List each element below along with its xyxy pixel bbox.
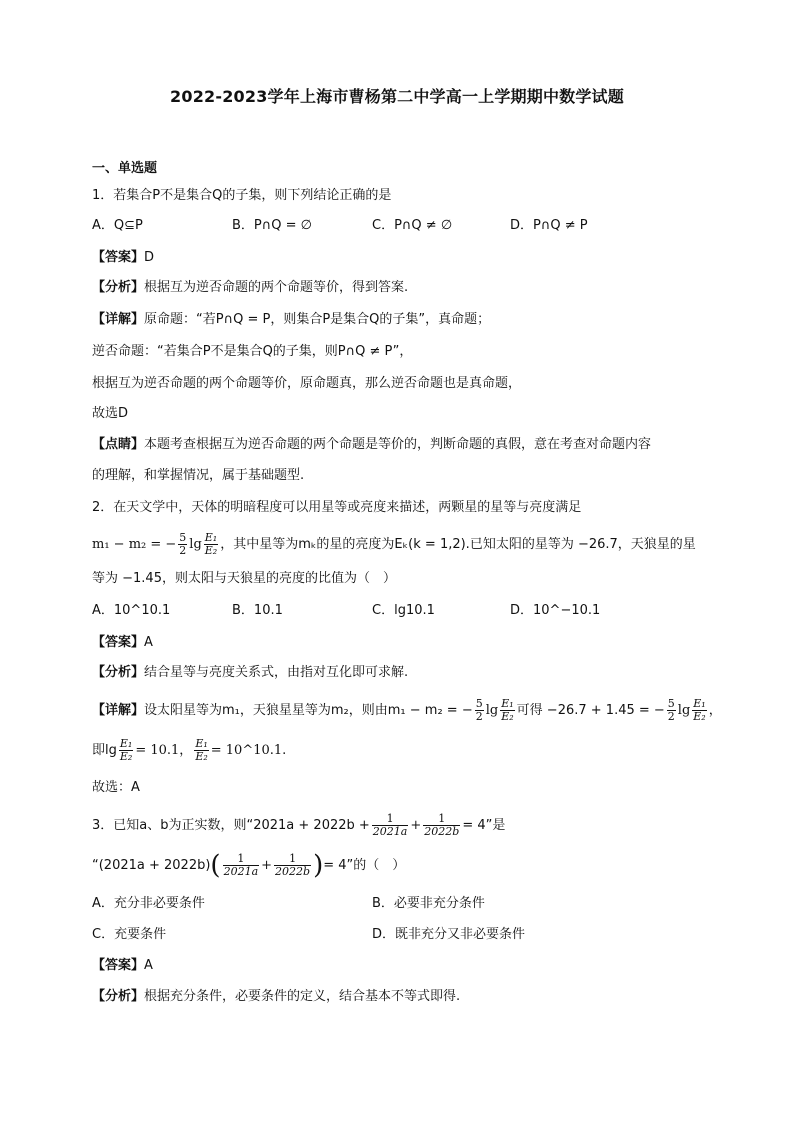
q3-stem-line2 [92,850,405,882]
analysis-tag: 【分析】 [92,280,145,295]
fraction-e1-e2 [194,738,208,763]
right-paren: ) [313,850,324,881]
stem-line2: ，其中星等为mₖ的星的亮度为Eₖ(k = 1,2).已知太阳的星等为 −26.7，天狼星的星 [220,537,696,552]
answer-tag: 【答案】 [92,958,145,973]
q3-answer [92,957,153,975]
detail-tag: 【详解】 [92,312,145,327]
frac-den: 2022b [275,865,311,878]
frac-num: E₁ [119,737,133,750]
q1-option-b: B．P∩Q = ∅ [232,218,312,233]
q2-analysis [92,664,408,682]
q2-detail-line2 [92,736,286,766]
q1-option-a: A．Q⊆P [92,218,143,233]
q2-detail-line3: 故选：A [92,780,140,795]
fraction-e1-e2 [692,698,706,723]
q1-stem: 1．若集合P不是集合Q的子集，则下列结论正确的是 [92,188,392,203]
detail-end: ， [708,703,722,718]
analysis-text: 根据互为逆否命题的两个命题等价，得到答案. [144,280,409,295]
q3-option-c: C．充要条件 [92,927,167,942]
frac-den: 2022b [424,825,460,838]
frac-den: E₂ [195,750,208,763]
q2-answer [92,634,153,652]
q1-answer [92,249,154,267]
fraction-1-2021a [372,813,409,838]
detail-text-b: 可得 −26.7 + 1.45 = − [516,703,665,718]
q1-detail-line3: 根据互为逆否命题的两个命题等价，原命题真，那么逆否命题也是真命题， [92,376,522,391]
q1-comment-line2: 的理解，和掌握情况，属于基础题型. [92,468,305,483]
stem-b: = 4”是 [462,818,506,833]
page-title: 2022-2023学年上海市曹杨第二中学高一上学期期中数学试题 [170,87,624,106]
fraction-1-2022b [423,813,460,838]
q1-comment [92,436,651,454]
frac-num: E₁ [204,531,218,544]
stem2-b: = 4”的（ ） [323,858,406,873]
frac-num: 5 [475,697,483,710]
frac-num: 1 [372,813,409,826]
frac-num: E₁ [501,697,514,710]
frac-num: 1 [223,853,260,866]
q2-stem: 2．在天文学中，天体的明暗程度可以用星等或亮度来描述，两颗星的星等与亮度满足 [92,500,582,515]
q1-detail-line4: 故选D [92,406,129,421]
analysis-text: 根据充分条件，必要条件的定义，结合基本不等式即得. [144,989,461,1004]
lg: lg [677,703,691,718]
q3-analysis [92,988,460,1006]
frac-den: E₂ [693,710,706,723]
q1-analysis [92,279,408,297]
comment-tag: 【点睛】 [92,437,145,452]
lg: lg [189,537,202,552]
q1-detail [92,311,490,329]
answer-value: A [144,635,153,650]
frac-num: 5 [667,697,675,710]
frac-den: 2 [179,544,187,557]
plus: + [410,818,422,833]
analysis-text: 结合星等与亮度关系式，由指对互化即可求解. [144,665,409,680]
fraction-e1-e2 [204,532,218,557]
frac-den: 2021a [372,825,408,838]
fraction-1-2021a [223,853,260,878]
line2-c: = 10^10.1. [210,743,287,758]
answer-tag: 【答案】 [92,635,145,650]
detail-text: 原命题：“若P∩Q = P，则集合P是集合Q的子集”，真命题； [144,312,491,327]
fraction-1-2022b [274,853,311,878]
stem-a: 3．已知a、b为正实数，则“2021a + 2022b + [92,818,370,833]
q2-detail [92,696,722,726]
detail-text-a: 设太阳星等为m₁，天狼星星等为m₂，则由m₁ − m₂ = − [144,703,473,718]
q1-option-d: D．P∩Q ≠ P [510,218,588,233]
lg: lg [485,703,499,718]
q2-stem-formula-line [92,530,696,560]
line2-b: = 10.1， [135,743,193,758]
formula-lhs: m₁ − m₂ = − [92,537,177,552]
fraction-5-2 [667,698,676,723]
q1-detail-line2: 逆否命题：“若集合P不是集合Q的子集，则P∩Q ≠ P”， [92,344,413,359]
frac-den: E₂ [501,710,514,723]
frac-den: 2 [667,710,675,723]
frac-den: 2 [475,710,483,723]
detail-tag: 【详解】 [92,703,145,718]
q3-stem [92,811,505,841]
fraction-e1-e2 [500,698,514,723]
q2-stem-line3: 等为 −1.45，则太阳与天狼星的亮度的比值为（ ） [92,571,396,586]
q2-option-b: B．10.1 [232,603,283,618]
fraction-5-2 [475,698,484,723]
stem2-a: “(2021a + 2022b) [92,858,211,873]
frac-num: 5 [179,531,187,544]
plus: + [261,858,273,873]
q3-option-b: B．必要非充分条件 [372,896,485,911]
fraction-e1-e2 [119,738,133,763]
frac-num: 1 [274,853,311,866]
q3-option-d: D．既非充分又非必要条件 [372,927,526,942]
frac-num: E₁ [195,737,208,750]
q1-option-c: C．P∩Q ≠ ∅ [372,218,453,233]
section-title: 一、单选题 [92,161,158,176]
q2-option-d: D．10^−10.1 [510,603,601,618]
analysis-tag: 【分析】 [92,989,145,1004]
frac-den: E₂ [119,750,133,763]
frac-den: E₂ [204,544,218,557]
answer-value: D [144,250,155,265]
answer-tag: 【答案】 [92,250,145,265]
q3-option-a: A．充分非必要条件 [92,896,205,911]
frac-den: 2021a [223,865,259,878]
left-paren: ( [210,850,221,881]
answer-value: A [144,958,153,973]
frac-num: 1 [423,813,460,826]
fraction-5-2 [178,532,187,557]
q2-option-c: C．lg10.1 [372,603,435,618]
comment-text: 本题考查根据互为逆否命题的两个命题是等价的，判断命题的真假，意在考查对命题内容 [144,437,652,452]
line2-a: 即lg [92,743,117,758]
q2-option-a: A．10^10.1 [92,603,171,618]
analysis-tag: 【分析】 [92,665,145,680]
frac-num: E₁ [693,697,706,710]
